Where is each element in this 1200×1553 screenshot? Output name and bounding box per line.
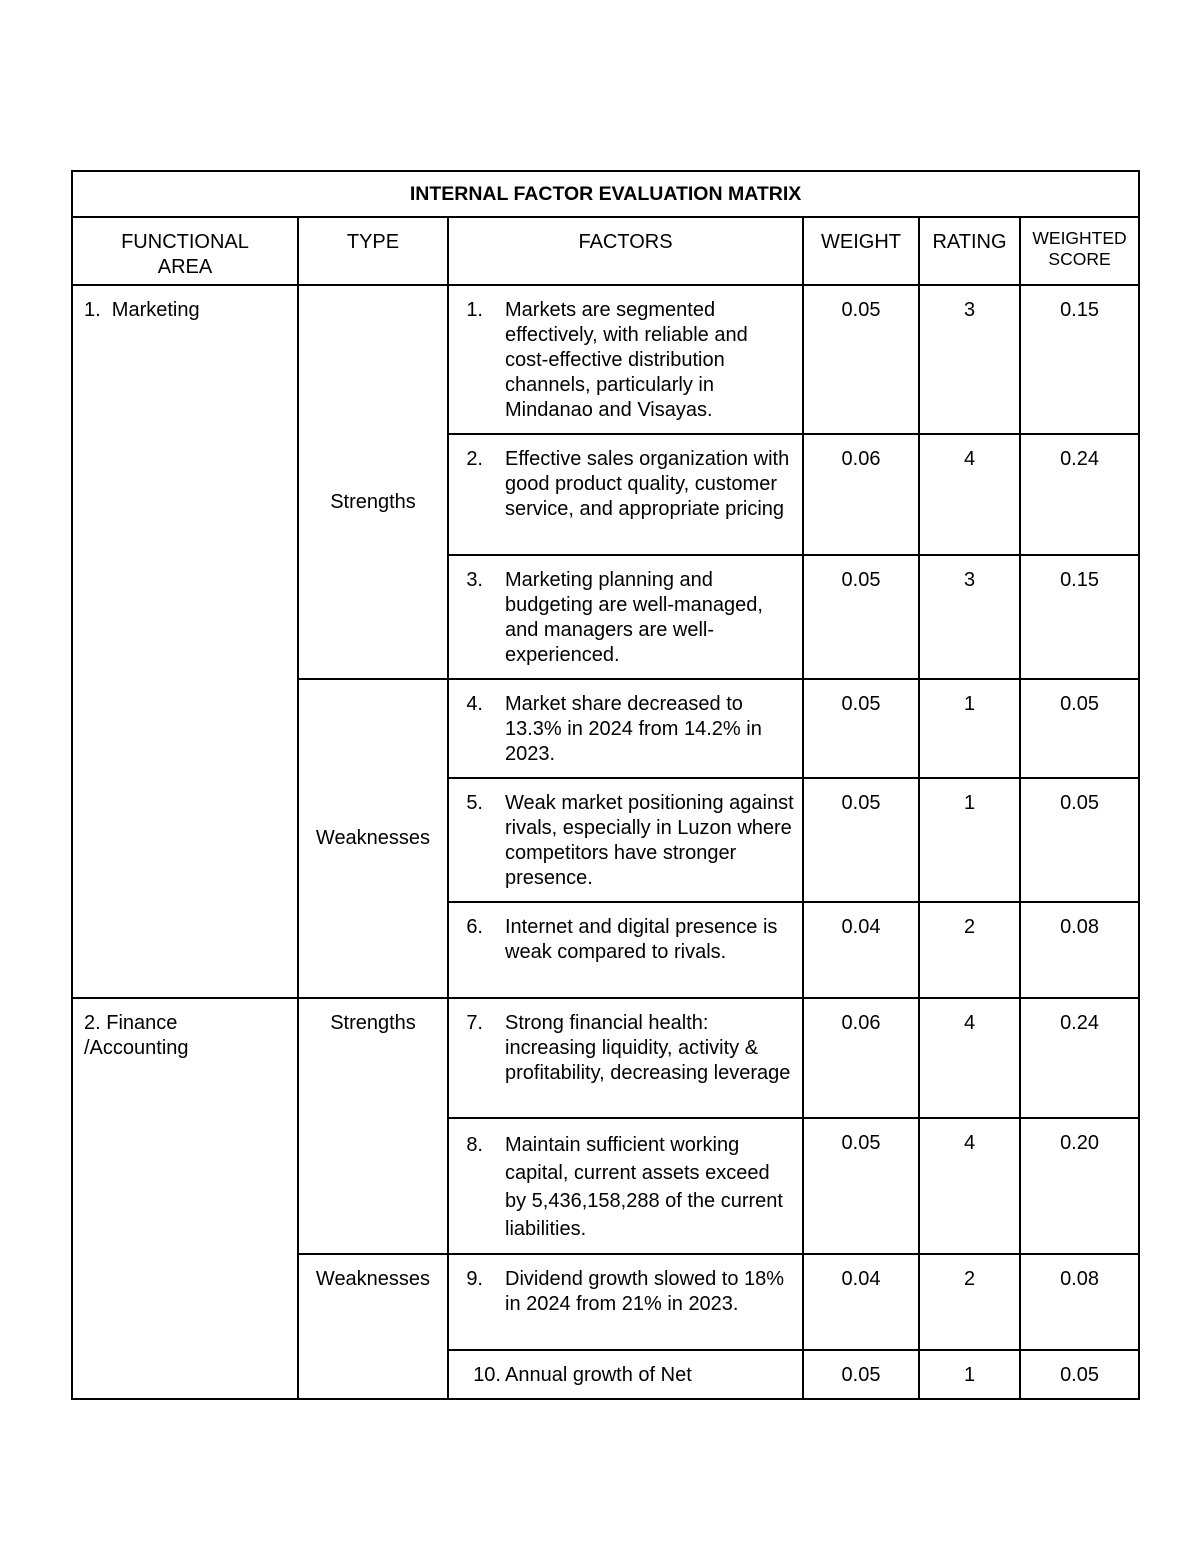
score-cell: 0.20	[1020, 1118, 1139, 1254]
factor-cell	[448, 1118, 803, 1254]
rating-cell: 1	[919, 679, 1020, 778]
rating-cell: 2	[919, 1254, 1020, 1350]
header-rating: RATING	[919, 217, 1020, 285]
factor-text: Market share decreased to 13.3% in 2024 from 14.2% in 2023.	[505, 693, 762, 765]
factor-cell	[448, 998, 803, 1118]
header-row	[72, 217, 1139, 285]
factor-number: 4.	[466, 693, 483, 715]
weight-cell: 0.06	[803, 434, 919, 555]
score-cell: 0.05	[1020, 1350, 1139, 1399]
score-cell: 0.24	[1020, 998, 1139, 1118]
weight-cell: 0.05	[803, 555, 919, 679]
table-row	[72, 998, 1139, 1118]
factor-text: Annual growth of Net	[505, 1364, 692, 1386]
weight-cell: 0.05	[803, 778, 919, 902]
header-functional-area: FUNCTIONAL AREA	[72, 217, 298, 285]
weight-cell: 0.05	[803, 1350, 919, 1399]
table-row	[72, 285, 1139, 434]
rating-cell: 2	[919, 902, 1020, 998]
weight-cell: 0.04	[803, 1254, 919, 1350]
factor-number: 6.	[466, 916, 483, 938]
factor-number: 10.	[473, 1364, 501, 1386]
rating-cell: 4	[919, 434, 1020, 555]
score-cell: 0.08	[1020, 902, 1139, 998]
weight-cell: 0.04	[803, 902, 919, 998]
weight-cell: 0.05	[803, 285, 919, 434]
score-cell: 0.15	[1020, 285, 1139, 434]
factor-cell	[448, 555, 803, 679]
table-title: INTERNAL FACTOR EVALUATION MATRIX	[72, 171, 1139, 217]
factor-text: Marketing planning and budgeting are well-managed, and managers are well-experienced.	[505, 569, 763, 666]
score-cell: 0.05	[1020, 778, 1139, 902]
ife-matrix-table	[71, 170, 1140, 1400]
factor-text: Strong financial health: increasing liquidity, activity & profitability, decreasing leverage	[505, 1012, 791, 1084]
factor-number: 1.	[466, 299, 483, 321]
factor-cell	[448, 1350, 803, 1399]
header-type: TYPE	[298, 217, 448, 285]
score-cell: 0.24	[1020, 434, 1139, 555]
weight-cell: 0.05	[803, 679, 919, 778]
factor-text: Maintain sufficient working capital, current assets exceed by 5,436,158,288 of the current liabilities.	[505, 1134, 783, 1240]
area-marketing: 1. Marketing	[72, 285, 298, 998]
factor-cell	[448, 1254, 803, 1350]
type-finance-strengths: Strengths	[298, 998, 448, 1254]
score-cell: 0.05	[1020, 679, 1139, 778]
type-marketing-strengths: Strengths	[298, 285, 448, 679]
factor-number: 9.	[466, 1268, 483, 1290]
rating-cell: 1	[919, 1350, 1020, 1399]
rating-cell: 4	[919, 998, 1020, 1118]
factor-number: 3.	[466, 569, 483, 591]
rating-cell: 1	[919, 778, 1020, 902]
header-weighted-score: WEIGHTED SCORE	[1020, 217, 1139, 285]
factor-cell	[448, 679, 803, 778]
factor-text: Markets are segmented effectively, with reliable and cost-effective distribution channels, particularly in Mindanao and Visayas.	[505, 299, 748, 421]
rating-cell: 3	[919, 555, 1020, 679]
factor-text: Effective sales organization with good product quality, customer service, and appropriate pricing	[505, 448, 790, 520]
score-cell: 0.15	[1020, 555, 1139, 679]
factor-number: 5.	[466, 792, 483, 814]
type-finance-weaknesses: Weaknesses	[298, 1254, 448, 1399]
header-factors: FACTORS	[448, 217, 803, 285]
weight-cell: 0.06	[803, 998, 919, 1118]
weight-cell: 0.05	[803, 1118, 919, 1254]
area-finance: 2. Finance /Accounting	[72, 998, 298, 1399]
rating-cell: 3	[919, 285, 1020, 434]
factor-number: 8.	[466, 1134, 483, 1156]
header-weight: WEIGHT	[803, 217, 919, 285]
factor-cell	[448, 285, 803, 434]
factor-text: Weak market positioning against rivals, especially in Luzon where competitors have stronger presence.	[505, 792, 794, 889]
factor-number: 2.	[466, 448, 483, 470]
rating-cell: 4	[919, 1118, 1020, 1254]
type-marketing-weaknesses: Weaknesses	[298, 679, 448, 998]
factor-cell	[448, 434, 803, 555]
factor-cell	[448, 778, 803, 902]
factor-text: Dividend growth slowed to 18% in 2024 from 21% in 2023.	[505, 1268, 785, 1315]
score-cell: 0.08	[1020, 1254, 1139, 1350]
factor-cell	[448, 902, 803, 998]
title-row	[72, 171, 1139, 217]
factor-text: Internet and digital presence is weak compared to rivals.	[505, 916, 778, 963]
factor-number: 7.	[466, 1012, 483, 1034]
